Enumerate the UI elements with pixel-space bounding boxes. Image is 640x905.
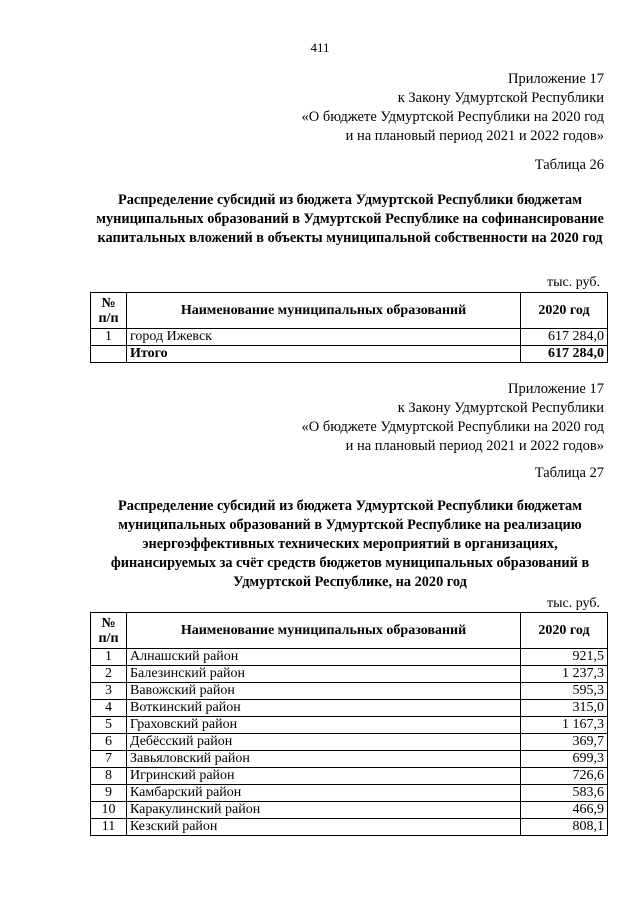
row-number: 10 (91, 802, 127, 819)
row-value: 315,0 (521, 700, 608, 717)
table-row (91, 785, 608, 802)
total-label: Итого (127, 346, 521, 363)
row-number: 6 (91, 734, 127, 751)
table-27 (90, 612, 608, 836)
appendix-line: к Закону Удмуртской Республики (397, 90, 604, 106)
total-value: 617 284,0 (521, 346, 608, 363)
appendix-line: Приложение 17 (508, 71, 604, 87)
row-value: 466,9 (521, 802, 608, 819)
appendix-line: и на плановый период 2021 и 2022 годов» (345, 128, 604, 144)
table-row (91, 700, 608, 717)
table-row (91, 683, 608, 700)
table-26-unit: тыс. руб. (547, 275, 600, 290)
row-name: Кезский район (127, 819, 521, 836)
table-27-unit: тыс. руб. (547, 596, 600, 611)
row-number: 8 (91, 768, 127, 785)
page-number: 411 (310, 40, 330, 55)
table-27-label: Таблица 27 (534, 465, 604, 481)
table-26-title: Распределение субсидий из бюджета Удмуртской Республики бюджетам муниципальных образований в Удмуртской Республике на софинансирование капитальных вложений в объекты муниципальной собственности на 2020 год (96, 192, 604, 246)
table-26 (90, 292, 608, 363)
row-value: 595,3 (521, 683, 608, 700)
row-value: 808,1 (521, 819, 608, 836)
row-value: 921,5 (521, 649, 608, 666)
row-number: 3 (91, 683, 127, 700)
row-number: 9 (91, 785, 127, 802)
table-row (91, 768, 608, 785)
row-number: 1 (91, 649, 127, 666)
table-row (91, 329, 608, 346)
appendix-header-1 (302, 70, 604, 146)
appendix-line: «О бюджете Удмуртской Республики на 2020 год (301, 419, 604, 435)
row-value: 726,6 (521, 768, 608, 785)
header-year: 2020 год (521, 613, 608, 649)
row-value: 369,7 (521, 734, 608, 751)
row-name: Дебёсский район (127, 734, 521, 751)
header-num: № п/п (91, 293, 127, 329)
row-number: 1 (91, 329, 127, 346)
row-number: 2 (91, 666, 127, 683)
row-name: Камбарский район (127, 785, 521, 802)
table-row (91, 802, 608, 819)
row-name: Завьяловский район (127, 751, 521, 768)
table-row (91, 649, 608, 666)
appendix-line: Приложение 17 (508, 381, 604, 397)
row-name: Балезинский район (127, 666, 521, 683)
header-year: 2020 год (521, 293, 608, 329)
row-value: 617 284,0 (521, 329, 608, 346)
row-number: 4 (91, 700, 127, 717)
row-value: 1 167,3 (521, 717, 608, 734)
row-name: Граховский район (127, 717, 521, 734)
row-name: Воткинский район (127, 700, 521, 717)
row-value: 1 237,3 (521, 666, 608, 683)
header-name: Наименование муниципальных образований (127, 293, 521, 329)
row-name: город Ижевск (127, 329, 521, 346)
appendix-line: и на плановый период 2021 и 2022 годов» (345, 438, 604, 454)
row-value: 583,6 (521, 785, 608, 802)
table-26-label: Таблица 26 (534, 157, 604, 173)
table-row (91, 734, 608, 751)
total-row (91, 346, 608, 363)
row-number: 5 (91, 717, 127, 734)
appendix-header-2 (302, 380, 604, 456)
row-name: Каракулинский район (127, 802, 521, 819)
row-name: Игринский район (127, 768, 521, 785)
row-name: Вавожский район (127, 683, 521, 700)
table-row (91, 819, 608, 836)
table-row (91, 717, 608, 734)
row-number: 11 (91, 819, 127, 836)
row-name: Алнашский район (127, 649, 521, 666)
table-row (91, 666, 608, 683)
total-empty-cell (91, 346, 127, 363)
header-name: Наименование муниципальных образований (127, 613, 521, 649)
header-num: № п/п (91, 613, 127, 649)
table-27-title: Распределение субсидий из бюджета Удмуртской Республики бюджетам муниципальных образований в Удмуртской Республике на реализацию энергоэффективных технических мероприятий в организациях, финансируемых за счёт средств бюджетов муниципальных образований в Удмуртской Республике, на 2020 год (110, 498, 590, 590)
appendix-line: к Закону Удмуртской Республики (397, 400, 604, 416)
appendix-line: «О бюджете Удмуртской Республики на 2020 год (301, 109, 604, 125)
row-number: 7 (91, 751, 127, 768)
table-row (91, 751, 608, 768)
row-value: 699,3 (521, 751, 608, 768)
